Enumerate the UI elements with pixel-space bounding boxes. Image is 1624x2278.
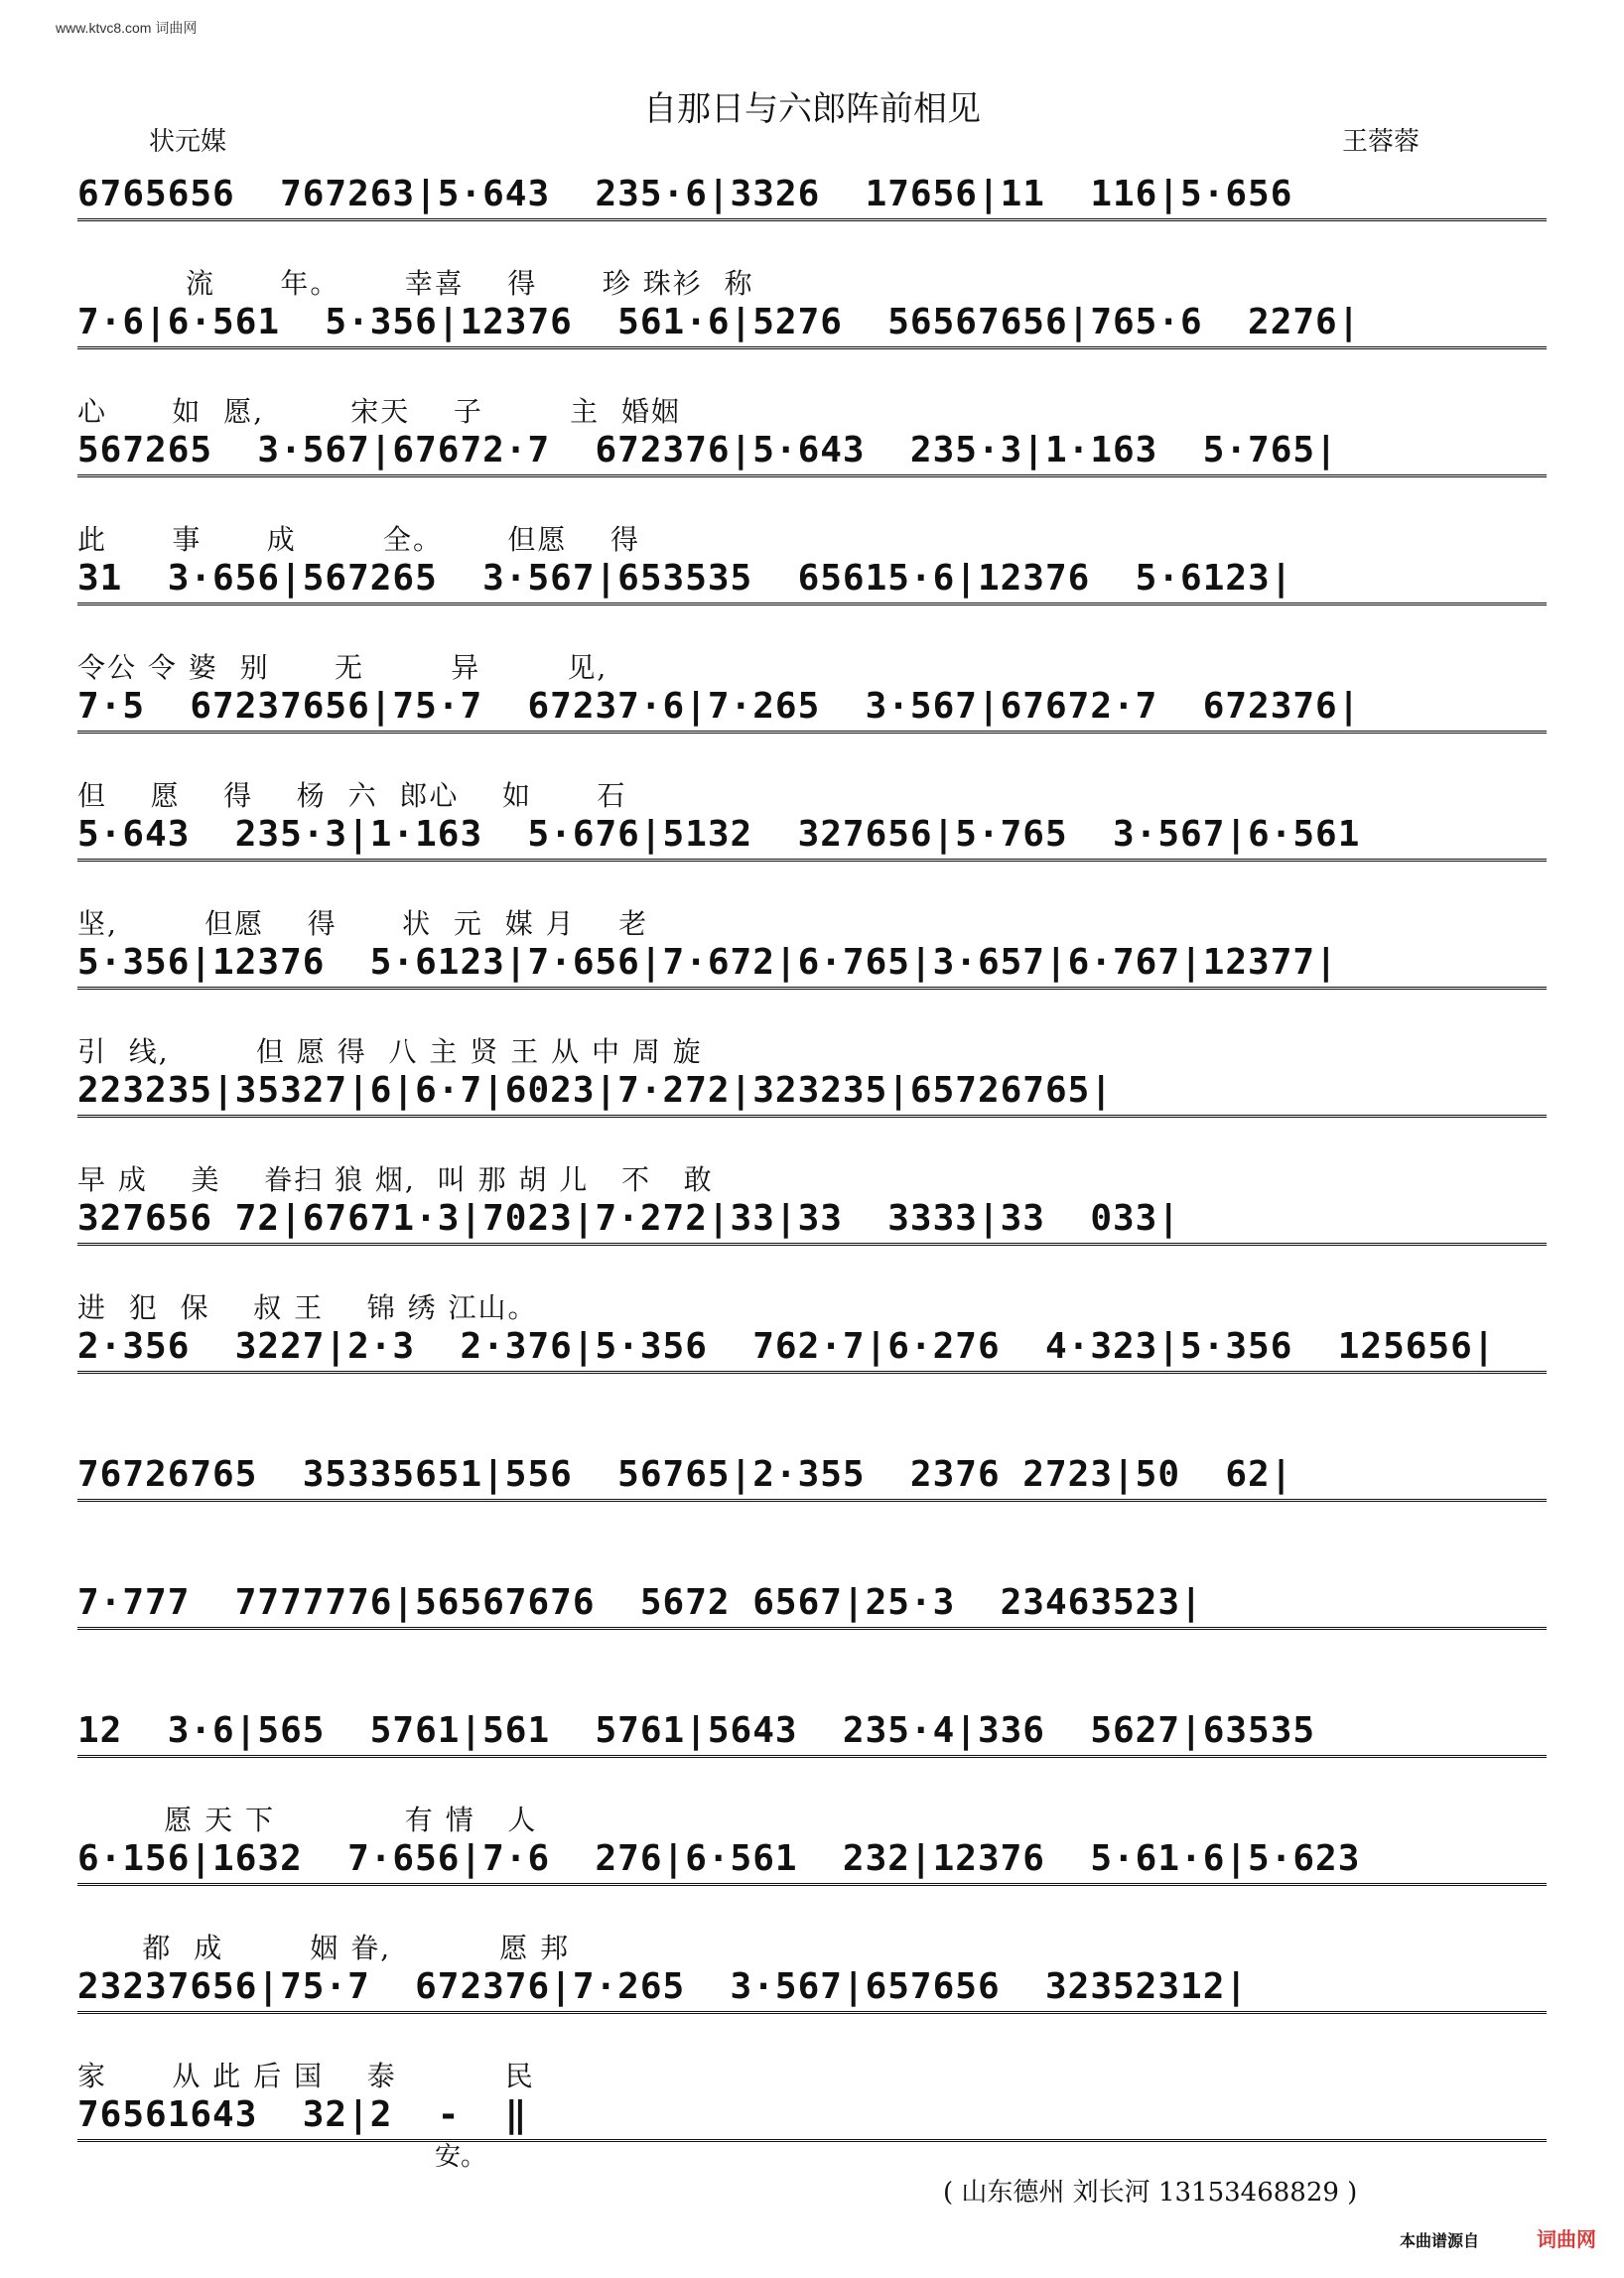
genre-label: 状元媒	[149, 127, 227, 157]
notation-line: 7·777 7777776|56567676 5672 6567|25·3 23463523|	[77, 1582, 1547, 1630]
staff-system	[77, 1927, 1547, 2014]
lyric-line	[77, 1671, 1547, 1710]
lyric-line	[77, 134, 1547, 174]
lyric-line	[77, 1542, 1547, 1582]
notation-line: 76726765 35335651|556 56765|2·355 2376 2723|50 62|	[77, 1454, 1547, 1502]
staff-system	[77, 1799, 1547, 1886]
end-lyric: 安。	[435, 2142, 487, 2172]
left-watermark	[2, 0, 16, 2278]
song-title: 自那日与六郎阵前相见	[643, 89, 981, 129]
singer-label: 王蓉蓉	[1342, 127, 1421, 157]
staff-system	[77, 774, 1547, 862]
lyric-line: 早 成 美 眷扫 狼 烟, 叫 那 胡 儿 不 敢	[77, 1163, 714, 1196]
lyric-line: 但 愿 得 杨 六 郎心 如 石	[77, 779, 627, 812]
site-logo: 词曲网	[1537, 2229, 1596, 2251]
staff-system	[77, 902, 1547, 990]
staff-system	[77, 1286, 1547, 1374]
staff-system	[77, 1030, 1547, 1118]
notation-line: 7·5 67237656|75·7 67237·6|7·265 3·567|67672·7 672376|	[77, 686, 1547, 734]
staff-system	[77, 518, 1547, 605]
notation-line: 567265 3·567|67672·7 672376|5·643 235·3|1·163 5·765|	[77, 430, 1547, 477]
staff-system	[77, 134, 1547, 221]
lyric-line: 进 犯 保 叔 王 锦 绣 江山。	[77, 1291, 538, 1324]
site-header: www.ktvc8.com 词曲网	[56, 20, 198, 36]
staff-system	[77, 262, 1547, 349]
notation-line: 6765656 767263|5·643 235·6|3326 17656|11 116|5·656	[77, 174, 1547, 221]
lyric-line: 愿 天 下 有 情 人	[77, 1804, 538, 1836]
staff-system	[77, 1542, 1547, 1630]
lyric-line: 都 成 姻 眷, 愿 邦	[77, 1932, 571, 1964]
notation-line: 23237656|75·7 672376|7·265 3·567|657656 32352312|	[77, 1966, 1547, 2014]
right-watermark	[1608, 0, 1622, 2278]
notation-line: 327656 72|67671·3|7023|7·272|33|33 3333|33 033|	[77, 1198, 1547, 1246]
notation-line: 6·156|1632 7·656|7·6 276|6·561 232|12376 5·61·6|5·623	[77, 1838, 1547, 1886]
staff-system	[77, 2055, 1547, 2142]
source-label: 本曲谱源自	[1400, 2233, 1480, 2250]
notation-line: 5·356|12376 5·6123|7·656|7·672|6·765|3·657|6·767|12377|	[77, 942, 1547, 990]
notation-line: 12 3·6|565 5761|561 5761|5643 235·4|336 5627|63535	[77, 1710, 1547, 1758]
staff-system	[77, 1158, 1547, 1246]
staff-system	[77, 646, 1547, 734]
lyric-line: 此 事 成 全。 但愿 得	[77, 523, 641, 556]
notation-line: 76561643 32|2 - ‖	[77, 2094, 1547, 2142]
lyric-line: 令公 令 婆 别 无 异 见,	[77, 651, 609, 684]
lyric-line: 引 线, 但 愿 得 八 主 贤 王 从 中 周 旋	[77, 1035, 703, 1068]
notation-line: 31 3·656|567265 3·567|653535 65615·6|12376 5·6123|	[77, 558, 1547, 605]
lyric-line: 家 从 此 后 国 泰 民	[77, 2060, 535, 2092]
staff-system	[77, 390, 1547, 477]
notation-line: 2·356 3227|2·3 2·376|5·356 762·7|6·276 4·323|5·356 125656|	[77, 1326, 1547, 1374]
lyric-line: 流 年。 幸喜 得 珍 珠衫 称	[77, 267, 754, 300]
notation-line: 5·643 235·3|1·163 5·676|5132 327656|5·765 3·567|6·561	[77, 814, 1547, 862]
notation-line: 223235|35327|6|6·7|6023|7·272|323235|65726765|	[77, 1070, 1547, 1118]
staff-system	[77, 1414, 1547, 1502]
notation-line: 7·6|6·561 5·356|12376 561·6|5276 56567656|765·6 2276|	[77, 302, 1547, 349]
footer-credit: ( 山东德州 刘长河 13153468829 )	[943, 2178, 1358, 2208]
lyric-line: 坚, 但愿 得 状 元 媒 月 老	[77, 907, 649, 940]
lyric-line: 心 如 愿, 宋天 子 主 婚姻	[77, 395, 681, 428]
staff-system	[77, 1671, 1547, 1758]
lyric-line	[77, 1414, 1547, 1454]
